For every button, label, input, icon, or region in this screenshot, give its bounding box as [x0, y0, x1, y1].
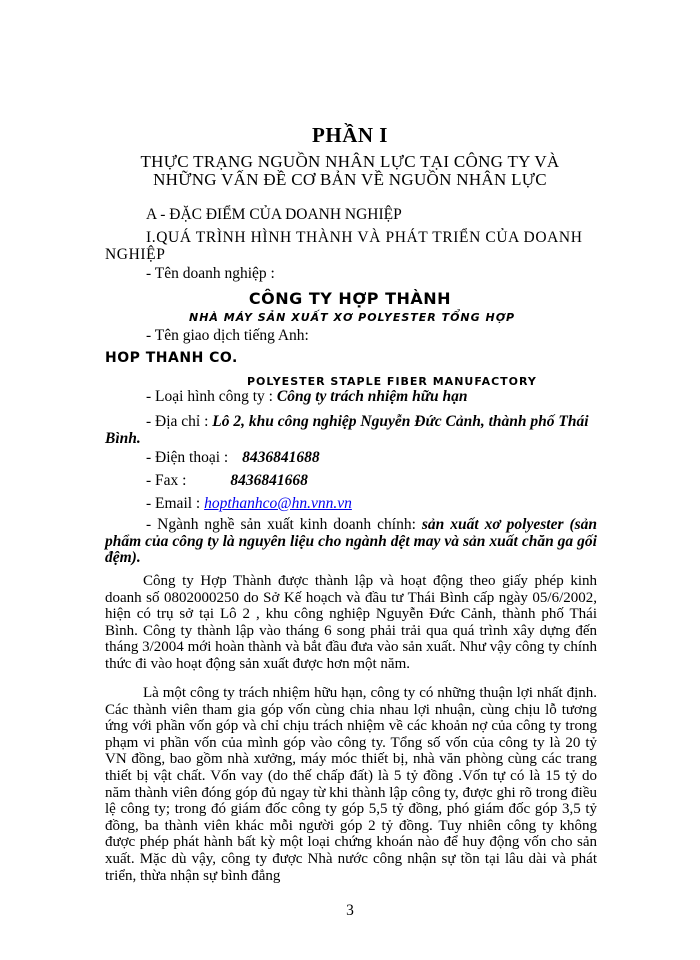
business-label: - Ngành nghề sản xuất kinh doanh chính: [146, 516, 416, 533]
address-line [105, 413, 597, 447]
section-title: PHẦN I [312, 123, 388, 147]
paragraph-1: Công ty Hợp Thành được thành lập và hoạt động theo giấy phép kinh doanh số 0802000250 do Sở Kế hoạch và đầu tư Thái Bình cấp ngày 05/6/2002, hiện có trụ sở tại Lô 2 , khu công nghiệp Nguyễn Đức Cảnh, thành phố Thái Bình. Công ty thành lập vào tháng 6 song phải trải qua quá trình xây dựng đến tháng 3/2004 mới hoàn thành và bắt đầu đưa vào sản xuất. Như vậy công ty chính thức đi vào hoạt động sản xuất được hơn một năm. [105, 573, 597, 672]
phone-line [146, 449, 320, 467]
fax-label: - Fax : [146, 472, 187, 489]
company-name: CÔNG TY HỢP THÀNH [248, 289, 452, 308]
email-link[interactable]: hopthanhco@hn.vnn.vn [204, 495, 352, 512]
paragraph-2: Là một công ty trách nhiệm hữu hạn, công ty có những thuận lợi nhất định. Các thành viên tham gia góp vốn cùng chia nhau lợi nhuận, cùng chịu lỗ tương ứng với phần vốn góp và chỉ chịu trách nhiệm về các khoản nợ của công ty trong phạm vi phần vốn của mình góp vào công ty. Tổng số vốn của công ty là 20 tỷ VN đồng, bao gồm nhà xưởng, máy móc thiết bị, nhà văn phòng cùng các trang thiết bị vật chất. Vốn vay (do thế chấp đất) là 5 tỷ đồng .Vốn tự có là 15 tỷ do năm thành viên đóng góp đủ ngay từ khi thành lập công ty, được ghi rõ trong điều lệ công ty; trong đó giám đốc công ty góp 5,5 tỷ đồng, phó giám đốc góp 3,5 tỷ đồng, ba thành viên khác mỗi người góp 2 tỷ đồng. Tuy nhiên công ty không được phép phát hành bất kỳ một loại chứng khoán nào để huy động vốn cho sản xuất. Mặc dù vậy, công ty được Nhà nước công nhận sự tồn tại lâu dài và phát triển, thừa nhận sự bình đẳng [105, 685, 597, 884]
business-line [105, 517, 597, 567]
email-line [146, 495, 352, 513]
fax-value: 8436841668 [230, 472, 308, 489]
business-value: sản xuất xơ polyester (sản phẩm của công ty là nguyên liệu cho ngành dệt may và sản xuất chăn ga gối đệm). [105, 516, 598, 566]
address-value: Lô 2, khu công nghiệp Nguyễn Đức Cảnh, thành phố Thái Bình. [105, 413, 589, 447]
heading-1-line1: I.QUÁ TRÌNH HÌNH THÀNH VÀ PHÁT TRIỂN CỦA DOANH [146, 229, 583, 246]
heading-1-line2: NGHIỆP [105, 246, 166, 263]
section-subtitle-line2: NHỮNG VẤN ĐỀ CƠ BẢN VỀ NGUỒN NHÂN LỰC [153, 170, 547, 189]
company-type-line [146, 388, 467, 406]
heading-a: A - ĐẶC ĐIỂM CỦA DOANH NGHIỆP [146, 206, 402, 223]
company-type-value: Công ty trách nhiệm hữu hạn [276, 388, 468, 405]
phone-value: 8436841688 [242, 449, 320, 466]
email-label: - Email : [146, 495, 201, 512]
factory-name: NHÀ MÁY SẢN XUẤT XƠ POLYESTER TỔNG HỢP [189, 311, 516, 324]
trade-name-sub: POLYESTER STAPLE FIBER MANUFACTORY [247, 375, 537, 388]
phone-label: - Điện thoại : [146, 449, 229, 466]
trade-name: HOP THANH CO. [105, 350, 238, 366]
address-label: - Địa chỉ : [146, 413, 209, 430]
section-subtitle-line1: THỰC TRẠNG NGUỒN NHÂN LỰC TẠI CÔNG TY VÀ [140, 152, 560, 171]
fax-line [146, 472, 308, 490]
company-type-label: - Loại hình công ty : [146, 388, 273, 405]
page-number: 3 [346, 902, 354, 919]
trade-name-label: - Tên giao dịch tiếng Anh: [146, 327, 309, 344]
company-name-label: - Tên doanh nghiệp : [146, 265, 275, 282]
